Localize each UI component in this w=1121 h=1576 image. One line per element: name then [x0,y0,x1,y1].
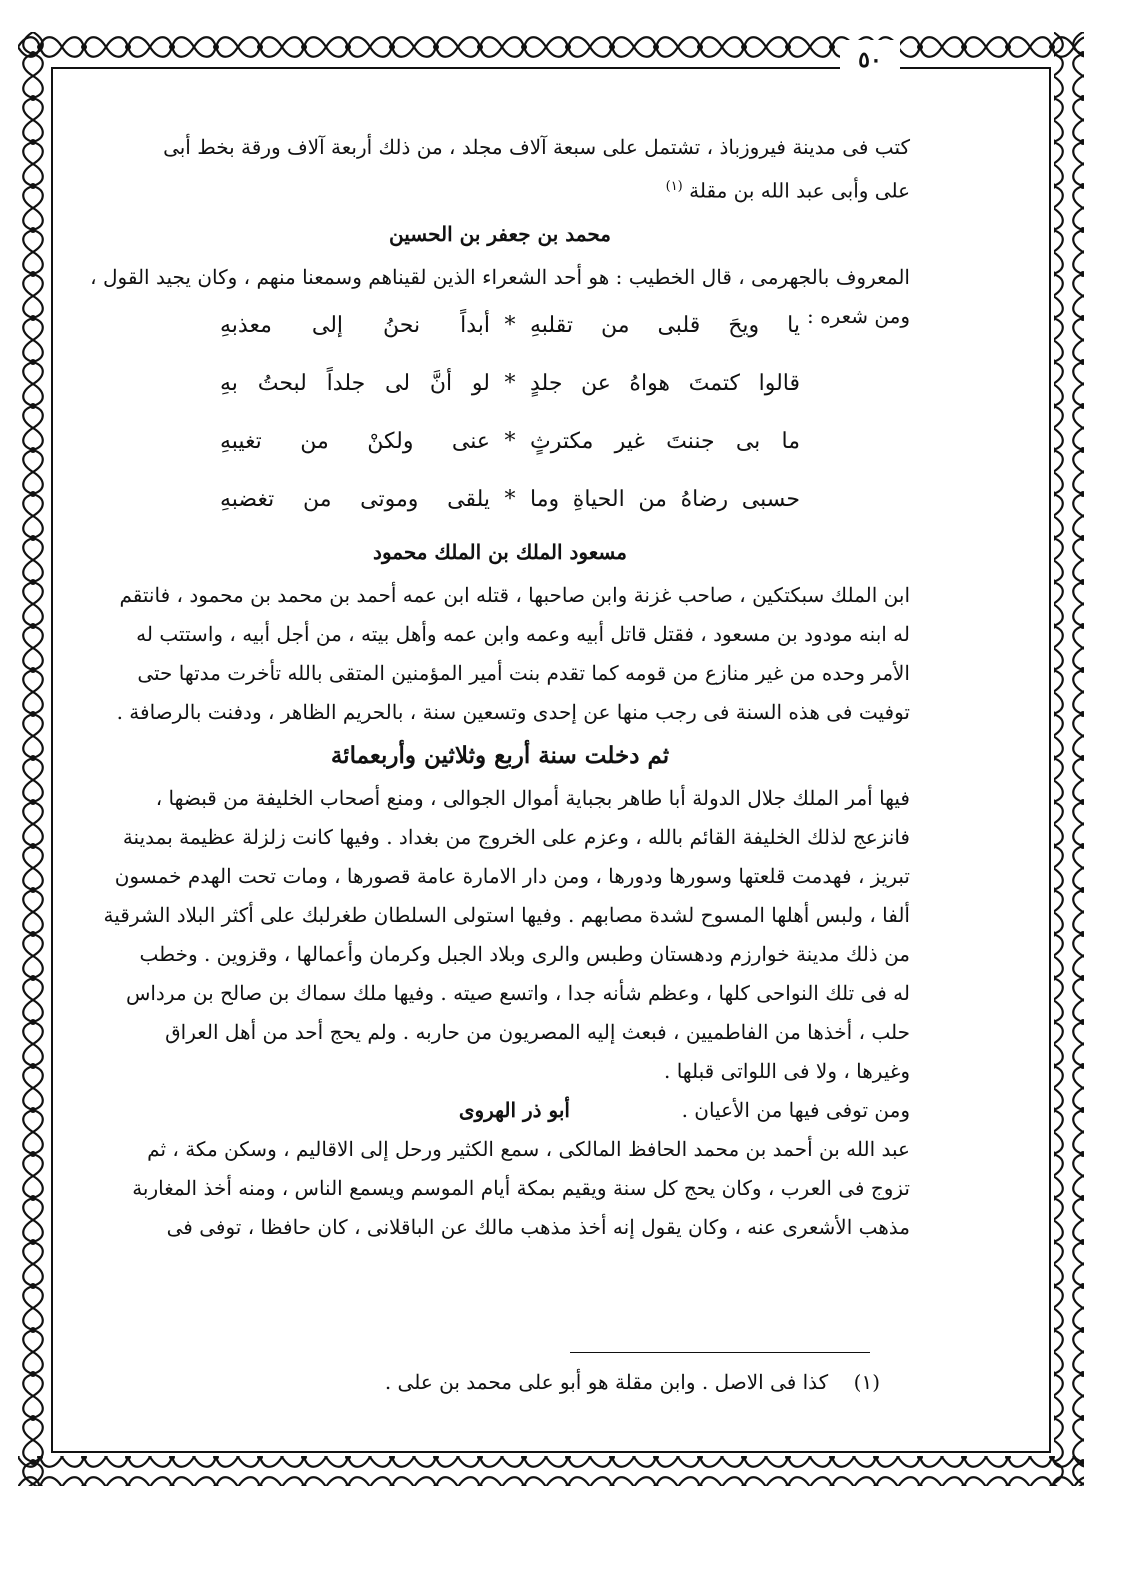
intro-line-text: على وأبى عبد الله بن مقلة [689,178,910,203]
verse-first-hemistich: قالوا كتمتَ هواهُ عن جلدٍ [530,370,800,396]
biography-heading: أبو ذر الهروى [458,1097,570,1122]
events-line: تبريز ، فهدمت قلعتها وسورها ودورها ، ومن دار الامارة عامة قصورها ، ومات تحت الهدم خمسون [114,863,910,888]
intro-line: كتب فى مدينة فيروزباذ ، تشتمل على سبعة آلاف مجلد ، من ذلك أربعة آلاف ورقة بخط أبى [163,135,910,159]
verse-second-hemistich: عنى ولكنْ من تغيبهِ [220,428,490,454]
year-heading: ثم دخلت سنة أربع وثلاثين وأربعمائة [330,741,670,769]
poem-verse [160,355,800,413]
page-body [90,128,910,1418]
biography-line: ابن الملك سبكتكين ، صاحب غزنة وابن صاحبها ، قتله ابن عمه أحمد بن محمد بن محمود ، فانتقم [119,582,910,607]
poem-intro-label: ومن شعره : [807,303,910,328]
biography-line: الأمر وحده من غير منازع من قومه كما تقدم بنت أمير المؤمنين المتقى بالله تأخرت مدتها حتى [137,660,910,685]
poem [160,297,800,529]
verse-second-hemistich: يلقى وموتى من تغضبهِ [220,486,490,512]
poem-verse [160,471,800,529]
events-line: ألفا ، ولبس أهلها المسوح لشدة مصابهم . وفيها استولى السلطان طغرلبك على أكثر البلاد الشرقية [103,902,910,927]
events-line: فانزعج لذلك الخليفة القائم بالله ، وعزم على الخروج من بغداد . وفيها كانت زلزلة عظيمة بمدينة [122,824,910,849]
page-number: ٥٠ [840,40,900,80]
verse-second-hemistich: أبداً نحنُ إلى معذبهِ [220,312,490,338]
notables-row [90,1091,910,1130]
events-line: فيها أمر الملك جلال الدولة أبا طاهر بجباية أموال الجوالى ، ومنع أصحاب الخليفة من قبضها ، [155,785,910,810]
poem-verse [160,297,800,355]
footnote-marker: (١) [665,179,683,194]
biography-line: له ابنه مودود بن مسعود ، فقتل قاتل أبيه وعمه وابن عمه وأهل بيته ، من أجل أبيه ، واستتب له [136,621,910,646]
verse-first-hemistich: حسبى رضاهُ من الحياةِ وما [530,486,800,512]
biography-line: مذهب الأشعرى عنه ، وكان يقول إنه أخذ مذهب مالك عن الباقلانى ، كان حافظا ، توفى فى [166,1214,910,1239]
events-line: له فى تلك النواحى كلها ، وعظم شأنه جدا ، واتسع صيته . وفيها ملك سماك بن صالح بن مرداس [125,980,910,1005]
footnote [380,1362,880,1402]
biography-heading: مسعود الملك بن الملك محمود [373,539,627,564]
verse-first-hemistich: يا ويحَ قلبى من تقلبهِ [530,312,800,338]
biography-text: المعروف بالجهرمى ، قال الخطيب : هو أحد الشعراء الذين لقيناهم وسمعنا منهم ، وكان يجيد القول ، [90,264,910,289]
biography-line: عبد الله بن أحمد بن محمد الحافظ المالكى ، سمع الكثير ورحل إلى الاقاليم ، وسكن مكة ، ثم [147,1136,910,1161]
footnote-text: كذا فى الاصل . وابن مقلة هو أبو على محمد بن على . [384,1370,829,1394]
notables-lead: ومن توفى فيها من الأعيان . [681,1097,910,1122]
biography-line: توفيت فى هذه السنة فى رجب منها عن إحدى وتسعين سنة ، بالحريم الظاهر ، ودفنت بالرصافة . [116,699,910,724]
events-line: من ذلك مدينة خوارزم ودهستان وطبس والرى وبلاد الجبل وكرمان وأعمالها ، وقزوين . وخطب [139,941,910,966]
poem-verse [160,413,800,471]
verse-separator: * [504,312,516,338]
events-line: وغيرها ، ولا فى اللواتى قبلها . [663,1058,910,1083]
events-line: حلب ، أخذها من الفاطميين ، فبعث إليه المصريون من حاربه . ولم يحج أحد من أهل العراق [165,1019,910,1044]
verse-separator: * [504,370,516,396]
verse-separator: * [504,486,516,512]
footnote-divider [570,1352,870,1353]
verse-first-hemistich: ما بى جننتَ غير مكترثٍ [530,428,800,454]
verse-second-hemistich: لو أنَّ لى جلداً لبحتُ بهِ [220,370,490,396]
footnote-number: (١) [853,1370,880,1394]
biography-line: تزوج فى العرب ، وكان يحج كل سنة ويقيم بمكة أيام الموسم ويسمع الناس ، ومنه أخذ المغاربة [132,1175,910,1200]
verse-separator: * [504,428,516,454]
biography-heading: محمد بن جعفر بن الحسين [389,221,611,246]
poem-block [90,297,910,529]
intro-line [90,167,910,211]
